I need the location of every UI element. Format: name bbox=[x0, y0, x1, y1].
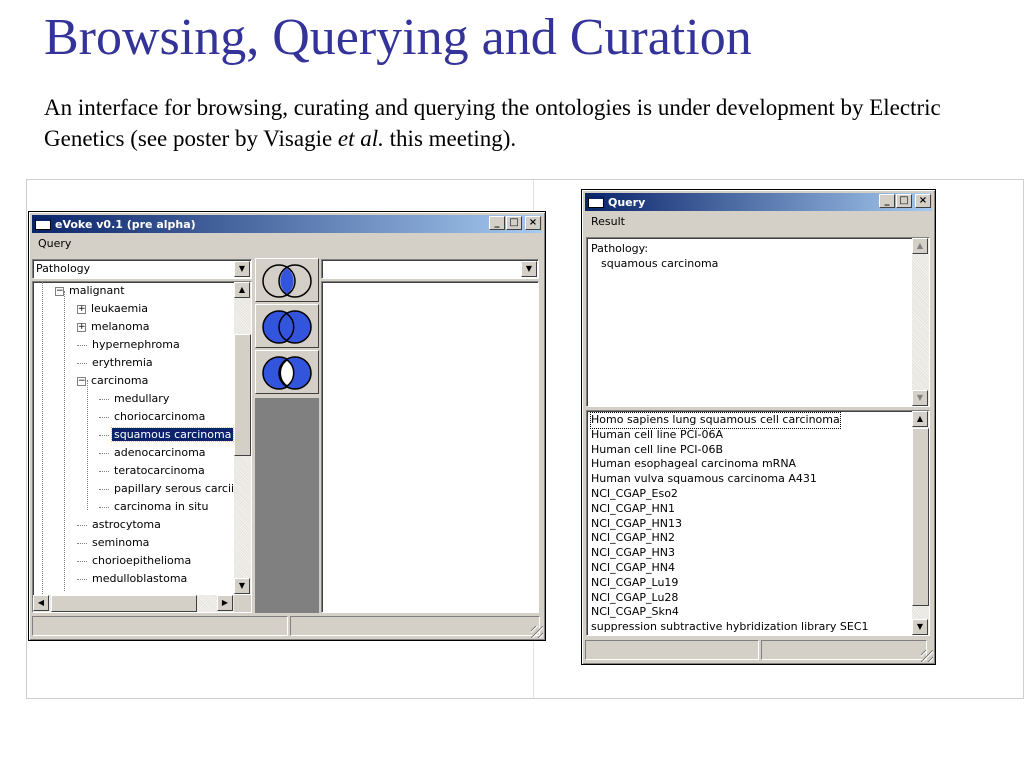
evoke-statusbar bbox=[32, 616, 544, 636]
tree-node[interactable] bbox=[99, 409, 207, 427]
ontology-tree[interactable] bbox=[32, 281, 252, 613]
union-button[interactable] bbox=[255, 304, 319, 348]
close-button[interactable]: × bbox=[525, 216, 541, 230]
tree-connector bbox=[99, 489, 109, 490]
library-list-item[interactable]: Homo sapiens lung squamous cell carcinoma bbox=[591, 413, 840, 426]
venn-union-icon bbox=[259, 309, 315, 345]
app-window-icon bbox=[35, 218, 51, 230]
tree-connector bbox=[99, 435, 109, 436]
library-list-item[interactable]: NCI_CGAP_Lu28 bbox=[591, 590, 679, 604]
tree-node[interactable] bbox=[99, 481, 236, 499]
menu-result[interactable]: Result bbox=[591, 214, 625, 228]
tree-connector bbox=[77, 345, 87, 346]
library-list-item[interactable]: Human vulva squamous carcinoma A431 bbox=[591, 472, 817, 486]
slide-title: Browsing, Querying and Curation bbox=[44, 9, 752, 66]
query-summary-box[interactable] bbox=[586, 237, 930, 407]
evoke-title: eVoke v0.1 (pre alpha) bbox=[55, 217, 196, 231]
status-panel bbox=[585, 640, 759, 660]
tree-connector bbox=[99, 471, 109, 472]
minimize-button[interactable]: _ bbox=[879, 194, 895, 208]
library-list-item[interactable]: NCI_CGAP_HN13 bbox=[591, 516, 683, 530]
tree-node-label: leukaemia bbox=[91, 302, 148, 315]
result-term: squamous carcinoma bbox=[601, 257, 719, 270]
collapse-icon[interactable]: − bbox=[78, 375, 86, 386]
library-list-item[interactable]: NCI_CGAP_Eso2 bbox=[591, 487, 678, 500]
tree-node-label: medulloblastoma bbox=[92, 572, 188, 585]
library-list-item[interactable]: NCI_CGAP_HN1 bbox=[591, 501, 676, 515]
query-statusbar bbox=[585, 640, 931, 660]
tree-node[interactable] bbox=[77, 553, 193, 571]
tree-node[interactable] bbox=[77, 337, 182, 355]
tree-connector bbox=[77, 579, 87, 580]
resize-grip-icon[interactable] bbox=[921, 650, 933, 662]
tree-node-label: squamous carcinoma bbox=[114, 428, 232, 441]
library-list-item[interactable]: NCI_CGAP_Skn4 bbox=[591, 605, 679, 619]
query-title: Query bbox=[608, 195, 646, 209]
tree-node[interactable] bbox=[77, 373, 150, 391]
status-panel bbox=[761, 640, 927, 660]
result-heading: Pathology: bbox=[591, 242, 649, 255]
tree-node-label: teratocarcinoma bbox=[114, 464, 205, 477]
library-list-item[interactable]: Human cell line PCI-06B bbox=[591, 442, 724, 456]
tree-node[interactable] bbox=[99, 427, 233, 445]
status-panel bbox=[32, 616, 288, 636]
library-list-item[interactable]: suppression subtractive hybridization library SEC1 bbox=[591, 620, 869, 634]
summary-vertical-scrollbar[interactable] bbox=[912, 238, 929, 406]
tree-node-label: adenocarcinoma bbox=[114, 446, 206, 459]
query-titlebar[interactable] bbox=[585, 193, 932, 211]
scroll-up-icon[interactable]: ▲ bbox=[234, 282, 250, 298]
tree-node[interactable] bbox=[77, 319, 151, 337]
scroll-up-icon[interactable]: ▲ bbox=[912, 238, 928, 254]
library-scroll-thumb[interactable] bbox=[912, 428, 929, 606]
tree-scroll-thumb[interactable] bbox=[234, 334, 251, 456]
tree-node-label: chorioepithelioma bbox=[92, 554, 192, 567]
tree-node[interactable] bbox=[55, 283, 127, 301]
library-list-item[interactable]: NCI_CGAP_Lu19 bbox=[591, 575, 679, 589]
library-list-item[interactable]: Human cell line PCI-06A bbox=[591, 427, 723, 441]
scroll-left-icon[interactable]: ◀ bbox=[33, 595, 49, 611]
intersection-button[interactable] bbox=[255, 258, 319, 302]
menu-query[interactable]: Query bbox=[38, 236, 72, 250]
library-list-item[interactable]: NCI_CGAP_HN2 bbox=[591, 531, 676, 545]
tree-connector bbox=[99, 399, 109, 400]
tree-node-label: choriocarcinoma bbox=[114, 410, 206, 423]
chevron-down-icon[interactable]: ▼ bbox=[234, 261, 250, 277]
tree-node[interactable] bbox=[77, 355, 155, 373]
evoke-window bbox=[28, 211, 546, 641]
tree-connector bbox=[99, 507, 109, 508]
tree-connector bbox=[99, 417, 109, 418]
tree-node-label: melanoma bbox=[91, 320, 150, 333]
query-window bbox=[581, 189, 936, 665]
tree-connector bbox=[77, 543, 87, 544]
minimize-button[interactable]: _ bbox=[489, 216, 505, 230]
tree-node-label: erythremia bbox=[92, 356, 153, 369]
tree-connector bbox=[77, 561, 87, 562]
tree-node[interactable] bbox=[99, 391, 171, 409]
subtitle-et-al: et al. bbox=[337, 126, 384, 151]
tree-node-label: malignant bbox=[69, 284, 125, 297]
tree-node[interactable] bbox=[77, 535, 151, 553]
tree-node[interactable] bbox=[77, 571, 189, 589]
subtitle-text-1: An interface for browsing, curating and querying the ontologies is under development by Electric Genetics (see poster by Visagie bbox=[44, 95, 941, 151]
tree-horizontal-scrollbar[interactable] bbox=[33, 595, 234, 612]
tree-connector bbox=[77, 525, 87, 526]
tree-node[interactable] bbox=[77, 301, 150, 319]
library-list[interactable] bbox=[586, 410, 930, 636]
scroll-down-icon[interactable]: ▼ bbox=[912, 390, 928, 406]
tree-guide-line bbox=[42, 282, 43, 594]
venn-intersection-icon bbox=[259, 263, 315, 299]
expand-icon[interactable]: + bbox=[78, 321, 86, 332]
tree-node-label: hypernephroma bbox=[92, 338, 180, 351]
difference-button[interactable] bbox=[255, 350, 319, 394]
tree-guide-line bbox=[64, 291, 65, 591]
library-list-item[interactable]: NCI_CGAP_HN4 bbox=[591, 561, 676, 574]
tree-node[interactable] bbox=[99, 445, 208, 463]
tree-node-label: papillary serous carcii bbox=[114, 482, 235, 495]
tree-node[interactable] bbox=[99, 463, 207, 481]
evoke-titlebar[interactable] bbox=[32, 215, 542, 233]
expand-icon[interactable]: + bbox=[78, 303, 86, 314]
maximize-button[interactable]: □ bbox=[896, 194, 912, 208]
scroll-down-icon[interactable]: ▼ bbox=[912, 619, 928, 635]
secondary-combo[interactable] bbox=[321, 259, 539, 279]
venn-difference-icon bbox=[259, 355, 315, 391]
venn-panel-background bbox=[255, 398, 319, 613]
tree-node-label: medullary bbox=[114, 392, 170, 405]
tree-connector bbox=[77, 363, 87, 364]
slide-subtitle bbox=[44, 92, 1004, 154]
subtitle-text-2: this meeting). bbox=[383, 126, 517, 151]
library-list-item[interactable]: NCI_CGAP_HN3 bbox=[591, 546, 676, 560]
query-menubar bbox=[585, 212, 932, 230]
tree-node-label: carcinoma in situ bbox=[114, 500, 209, 513]
tree-node-label: seminoma bbox=[92, 536, 150, 549]
scroll-right-icon[interactable]: ▶ bbox=[217, 595, 233, 611]
scroll-down-icon[interactable]: ▼ bbox=[234, 578, 250, 594]
tree-node-label: astrocytoma bbox=[92, 518, 161, 531]
library-vertical-scrollbar[interactable] bbox=[912, 411, 929, 635]
library-list-item[interactable]: Human esophageal carcinoma mRNA bbox=[591, 457, 797, 471]
category-combo-value: Pathology bbox=[36, 262, 91, 275]
results-pane[interactable] bbox=[321, 281, 539, 613]
close-button[interactable]: × bbox=[915, 194, 931, 208]
tree-connector bbox=[99, 453, 109, 454]
scroll-corner bbox=[234, 595, 251, 612]
status-panel bbox=[290, 616, 540, 636]
resize-grip-icon[interactable] bbox=[531, 626, 543, 638]
evoke-menubar bbox=[32, 234, 542, 252]
tree-node[interactable] bbox=[99, 499, 210, 517]
category-combo[interactable] bbox=[32, 259, 252, 279]
scroll-up-icon[interactable]: ▲ bbox=[912, 411, 928, 427]
tree-node-label: carcinoma bbox=[91, 374, 149, 387]
tree-hscroll-thumb[interactable] bbox=[51, 595, 197, 612]
tree-guide-line bbox=[87, 380, 88, 510]
app-window-icon bbox=[588, 196, 604, 208]
collapse-icon[interactable]: − bbox=[56, 285, 64, 296]
tree-vertical-scrollbar[interactable] bbox=[234, 282, 251, 594]
maximize-button[interactable]: □ bbox=[506, 216, 522, 230]
tree-node[interactable] bbox=[77, 517, 163, 535]
chevron-down-icon[interactable]: ▼ bbox=[521, 261, 537, 277]
